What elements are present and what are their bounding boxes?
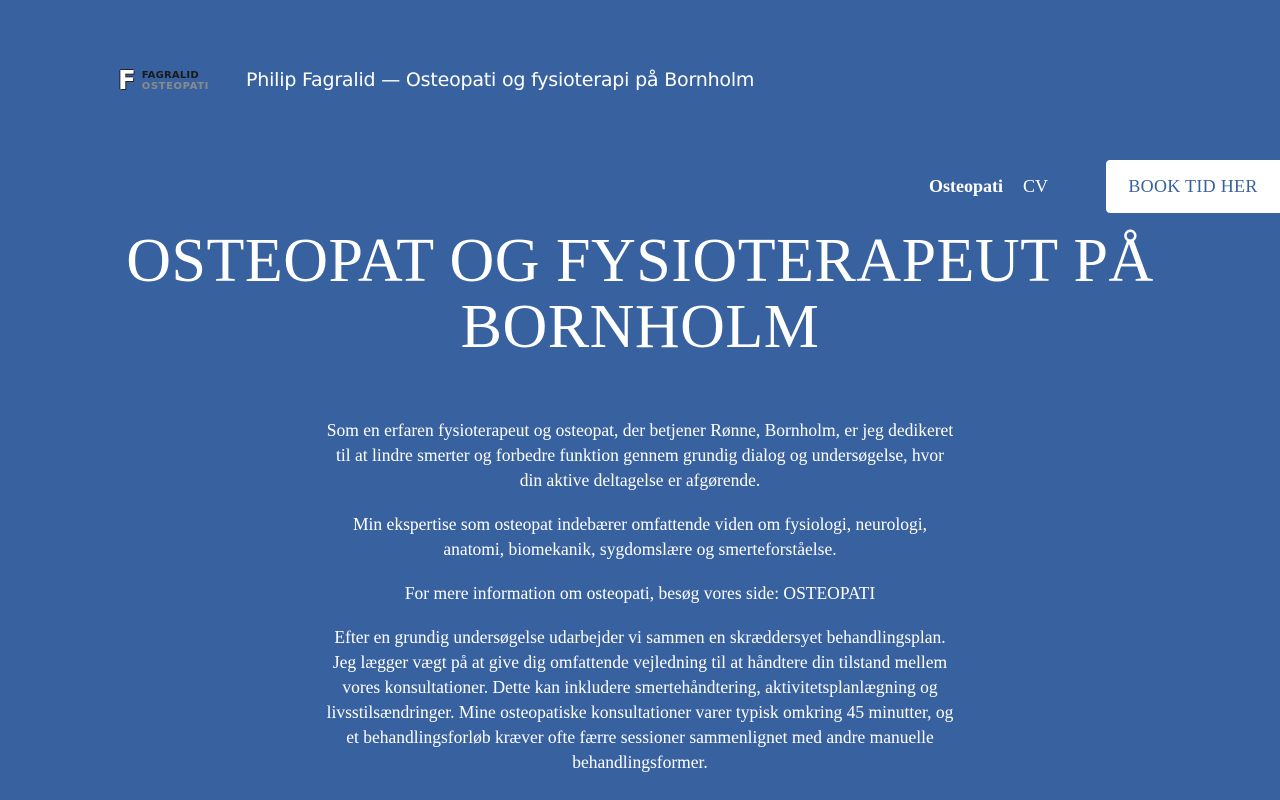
main-nav xyxy=(929,174,1048,198)
logo-name: FAGRALID xyxy=(141,70,199,81)
page-heading xyxy=(100,228,1180,360)
nav-item-osteopati[interactable]: Osteopati xyxy=(928,176,1003,196)
logo[interactable] xyxy=(118,66,218,96)
osteopati-info-paragraph: For mere information om osteopati, besøg vores side: OSTEOPATI xyxy=(404,583,876,603)
logo-subtitle: OSTEOPATI xyxy=(141,81,209,92)
nav-item-cv[interactable]: CV xyxy=(1022,176,1048,196)
logo-mark: F xyxy=(118,66,136,96)
site-title-link[interactable]: Philip Fagralid — Osteopati og fysioterapi på Bornholm xyxy=(246,69,755,91)
intro-content xyxy=(326,418,954,794)
page-heading-line-1: OSTEOPAT OG FYSIOTERAPEUT PÅ xyxy=(126,227,1154,295)
intro-paragraph: Som en erfaren fysioterapeut og osteopat, der betjener Rønne, Bornholm, er jeg dedikeret til at lindre smerter og forbedre funktion gennem grundig dialog og undersøgelse, hvor din aktive deltagelse er afgørende. xyxy=(326,420,954,490)
expertise-paragraph: Min ekspertise som osteopat indebærer omfattende viden om fysiologi, neurologi, anatomi, biomekanik, sygdomslære og smerteforståelse. xyxy=(353,514,927,559)
page-heading-line-2: BORNHOLM xyxy=(460,293,820,361)
book-appointment-button[interactable]: BOOK TID HER xyxy=(1106,160,1280,213)
treatment-paragraph: Efter en grundig undersøgelse udarbejder vi sammen en skræddersyet behandlingsplan. Jeg lægger vægt på at give dig omfattende vejledning til at håndtere din tilstand mellem vores konsultationer. Dette kan inkludere smertehåndtering, aktivitetsplanlægning og livsstilsændringer. Mine osteopatiske konsultationer varer typisk omkring 45 minutter, og et behandlingsforløb kræver ofte færre sessioner sammenlignet med andre manuelle behandlingsformer. xyxy=(326,627,954,772)
logo-text xyxy=(142,70,209,92)
